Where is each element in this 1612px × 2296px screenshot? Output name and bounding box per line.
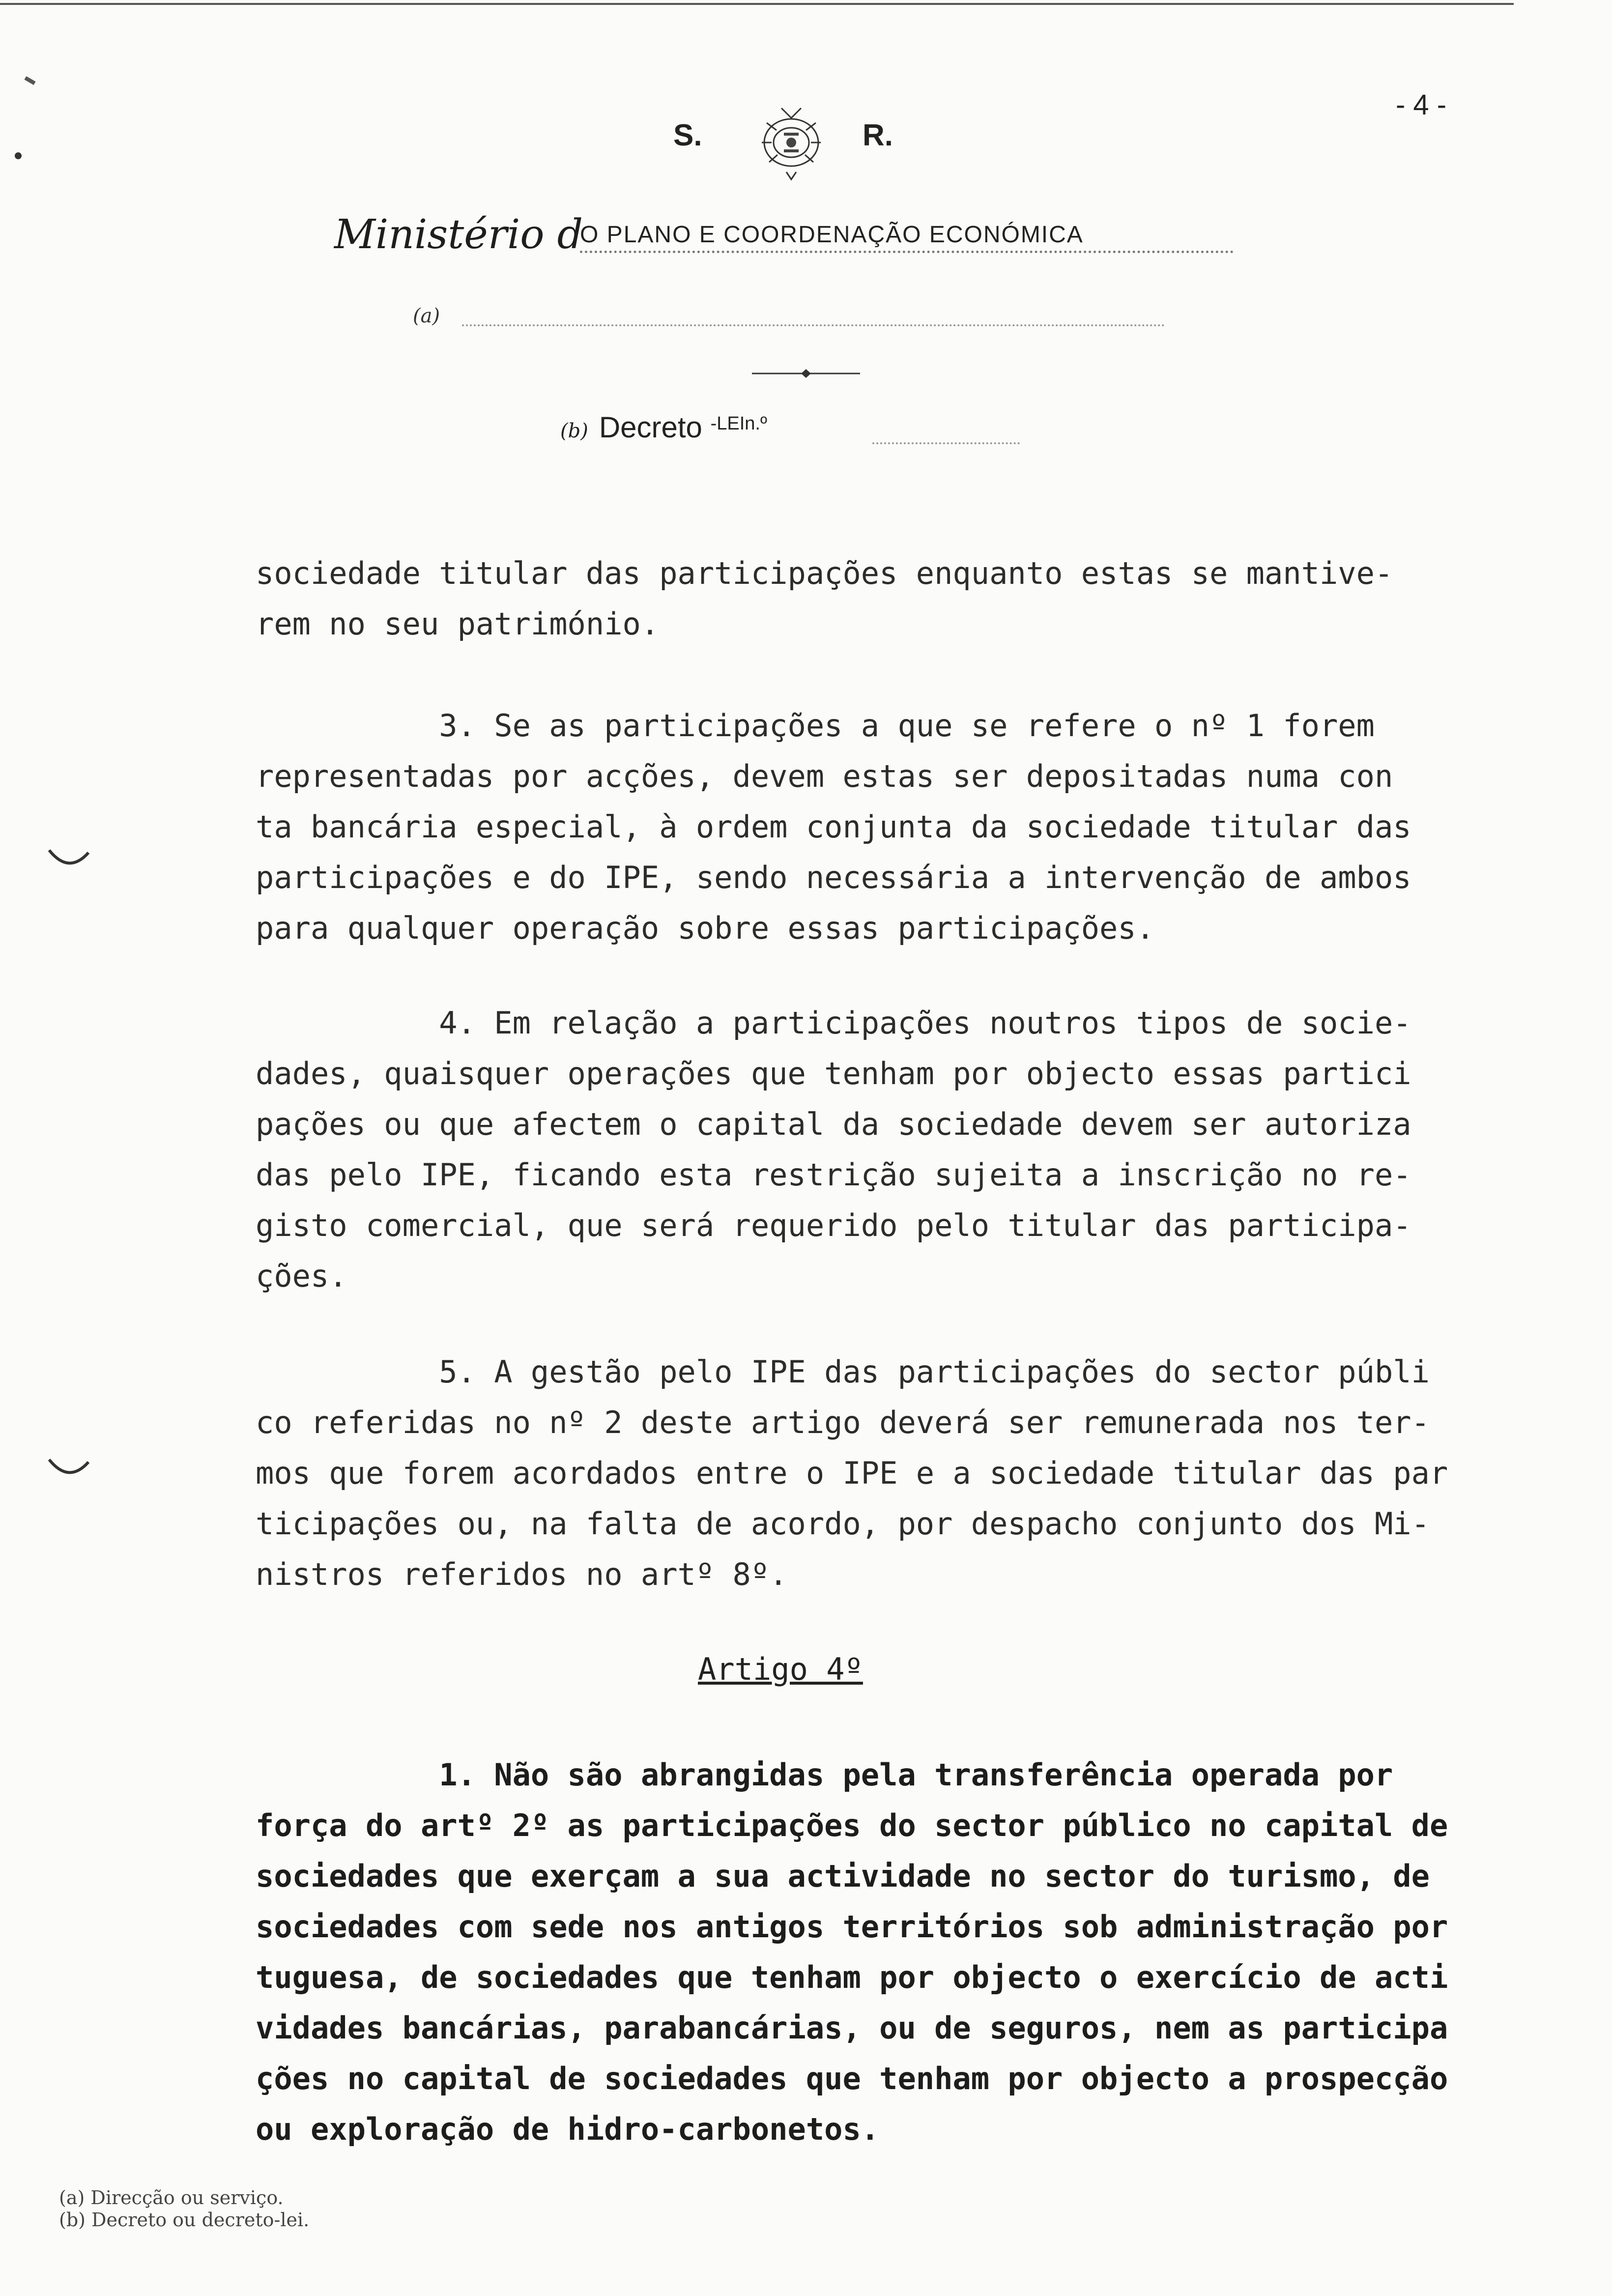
- paragraph-4: 4. Em relação a participações noutros tipos de socie- dades, quaisquer operações que tenham por objecto essas partici pações ou que afectem o capital da sociedade devem ser autoriza das pelo IPE, ficando esta restrição sujeita a inscrição no re- gisto comercial, que será requerido pelo titular das participa- ções.: [256, 1005, 1411, 1294]
- margin-dot: [15, 152, 22, 159]
- coat-of-arms-icon: [747, 103, 835, 182]
- top-rule: [0, 3, 1514, 5]
- margin-mark: [24, 76, 35, 85]
- footnote-a: (a) Direcção ou serviço.: [59, 2187, 284, 2209]
- paragraph-5: 5. A gestão pelo IPE das participações do sector públi co referidas no nº 2 deste artigo deverá ser remunerada nos ter- mos que forem acordados entre o IPE e a sociedade titular das par ticipações ou, na falta de acordo, por despacho conjunto dos Mi- nistros referidos no artº 8º.: [256, 1354, 1448, 1592]
- decree-label: Decreto: [599, 411, 702, 444]
- ministry-prefix: Ministério d: [334, 211, 583, 258]
- decree-dotted-line: [872, 442, 1020, 444]
- paragraph-continuation: sociedade titular das participações enquanto estas se mantive- rem no seu património.: [256, 555, 1393, 642]
- paragraph-3: 3. Se as participações a que se refere o nº 1 forem representadas por acções, devem estas ser depositadas numa con ta bancária especial, à ordem conjunta da sociedade titular das participações e do IPE, sendo necessária a intervenção de ambos para qualquer operação sobre essas participações.: [256, 708, 1411, 946]
- footnote-b: (b) Decreto ou decreto-lei.: [59, 2209, 310, 2231]
- article-4-paragraph-1: 1. Não são abrangidas pela transferência operada por força do artº 2º as participações do sector público no capital de sociedades que exerçam a sua actividade no sector do turismo, de sociedades com sede nos antigos territórios sob administração por tuguesa, de sociedades que tenham por objecto o exercício de acti vidades bancárias, parabancárias, ou de seguros, nem as participa ções no capital de sociedades que tenham por objecto a prospecção ou exploração de hidro-carbonetos.: [256, 1757, 1448, 2147]
- letterhead-left-letter: S.: [673, 118, 702, 152]
- binder-mark-icon: [47, 845, 91, 875]
- decree-suffix: -LEIn.º: [710, 413, 767, 434]
- field-b-label: (b): [560, 420, 588, 442]
- page-number: - 4 -: [1396, 89, 1447, 121]
- field-a-label: (a): [413, 305, 440, 327]
- ministry-dotted-line: [580, 251, 1234, 253]
- article-heading: Artigo 4º: [698, 1651, 863, 1687]
- decree-line: [560, 410, 767, 444]
- field-a-dotted-line: [462, 324, 1165, 326]
- divider-ornament-icon: [752, 369, 860, 378]
- letterhead-right-letter: R.: [863, 118, 893, 152]
- ministry-department: O PLANO E COORDENAÇÃO ECONÓMICA: [580, 222, 1084, 248]
- binder-mark-icon: [47, 1455, 91, 1484]
- ministry-line: [334, 211, 1258, 265]
